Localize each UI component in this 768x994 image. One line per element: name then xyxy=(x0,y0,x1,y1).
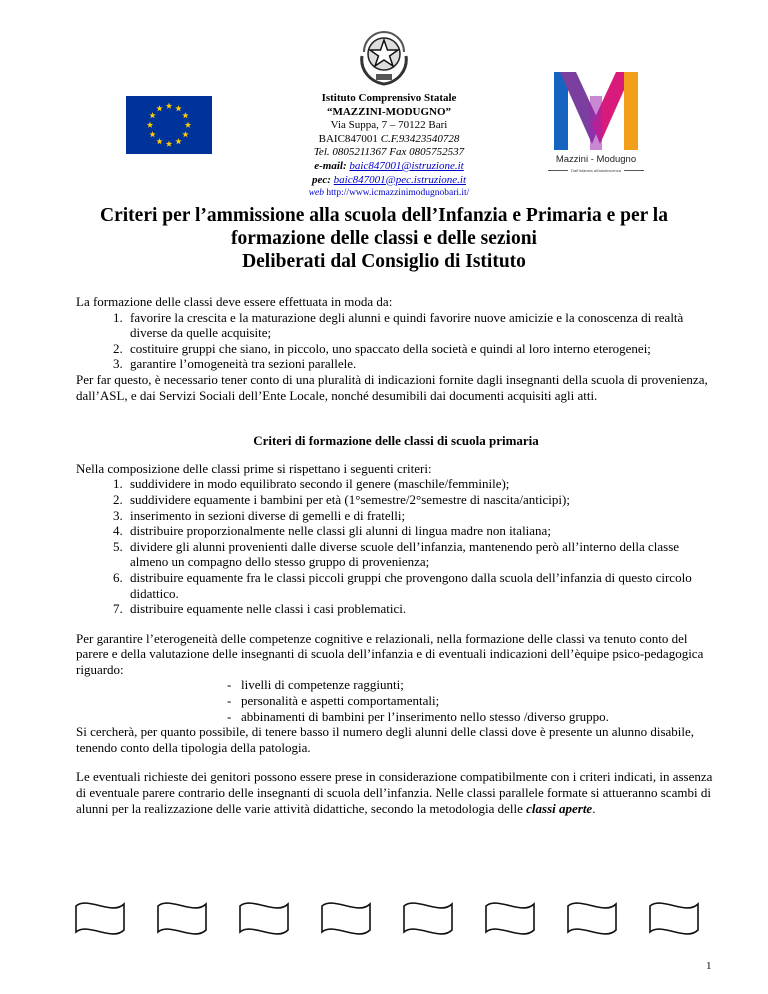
document-title xyxy=(40,204,728,273)
requests-text: Le eventuali richieste dei genitori possono essere prese in considerazione compatibilmente con i criteri indicati, in assenza di eventuale parere contrario delle insegnanti di scuola dell’infanzia. Nelle classi parallele formate si attueranno scambi di alunni per la realizzazione delle varie attività didattiche, secondo la metodologia delle xyxy=(76,769,713,816)
logo-divider-right xyxy=(624,170,644,171)
criteria-list-item: 2. suddividere equamente i bambini per età (1°semestre/2°semestre di nascita/anticipi); xyxy=(126,492,716,508)
heterogeneity-list-item: - personalità e aspetti comportamentali; xyxy=(229,693,716,709)
pec-link[interactable]: baic847001@pec.istruzione.it xyxy=(333,173,466,186)
primary-lead: Nella composizione delle classi prime si rispettano i seguenti criteri: xyxy=(76,460,432,476)
criteria-list-item: 1. suddividere in modo equilibrato secondo il genere (maschile/femminile); xyxy=(126,476,716,492)
institute-address: Via Suppa, 7 – 70122 Bari xyxy=(330,119,448,132)
web-link[interactable]: http://www.icmazzinimodugnobari.it/ xyxy=(326,188,470,199)
institute-info xyxy=(262,92,516,201)
primary-criteria-list xyxy=(76,476,716,616)
institute-phone-fax: Tel. 0805211367 Fax 0805752537 xyxy=(313,146,465,159)
web-label: web xyxy=(308,188,324,199)
section-title-primary: Criteri di formazione delle classi di scuola primaria xyxy=(253,433,539,449)
institute-fiscal-code: C.F.93423540728 xyxy=(380,132,460,145)
intro-list-item: 1. favorire la crescita e la maturazione degli alunni e quindi favorire nuove amicizie e la conoscenza di realtà diverse da quelle acquisite; xyxy=(126,310,716,341)
school-logo xyxy=(546,66,646,184)
title-line3: Deliberati dal Consiglio di Istituto xyxy=(242,251,526,272)
disability-paragraph: Si cercherà, per quanto possibile, di tenere basso il numero degli alunni delle classi dove è presente un alunno disabile, tenendo conto della tipologia della patologia. xyxy=(76,724,695,755)
institute-email-row xyxy=(262,160,516,174)
intro-lead: La formazione delle classi deve essere effettuata in moda da: xyxy=(76,294,393,309)
email-label: e-mail: xyxy=(314,159,347,172)
banner-flag-icon xyxy=(156,898,208,938)
banner-flag-icon xyxy=(566,898,618,938)
italian-republic-emblem-icon xyxy=(354,26,414,88)
institute-name-line1: Istituto Comprensivo Statale xyxy=(321,92,457,104)
logo-name: Mazzini - Modugno xyxy=(555,154,637,165)
banner-flag-icon xyxy=(484,898,536,938)
email-link[interactable]: baic847001@istruzione.it xyxy=(349,159,464,172)
requests-end: . xyxy=(592,800,596,816)
eu-flag-icon xyxy=(126,96,212,154)
institute-mechanographic-code: BAIC847001 xyxy=(318,132,381,145)
title-line1: Criteri per l’ammissione alla scuola dell’Infanzia e Primaria e per la xyxy=(100,205,668,226)
requests-paragraph xyxy=(76,769,716,816)
heterogeneity-list xyxy=(76,677,716,724)
criteria-list-item: 6. distribuire equamente fra le classi piccoli gruppi che provengono dalla scuola dell’infanzia di questo circolo didattico. xyxy=(126,570,716,601)
banner-flag-icon xyxy=(648,898,700,938)
institute-pec-row xyxy=(262,174,516,188)
criteria-list-item: 7. distribuire equamente nelle classi i casi problematici. xyxy=(126,601,716,617)
intro-closing: Per far questo, è necessario tener conto di una pluralità di indicazioni fornite dagli insegnanti della scuola di provenienza, dall’ASL, e dai Servizi Sociali dell’Ente Locale, nonché desumibili dai documenti acquisiti agli atti. xyxy=(76,371,708,403)
banner-flag-icon xyxy=(238,898,290,938)
requests-emphasis: classi aperte xyxy=(526,800,593,816)
banner-flag-icon xyxy=(74,898,126,938)
heterogeneity-paragraph: Per garantire l’eterogeneità delle competenze cognitive e relazionali, nella formazione delle classi va tenuto conto del parere e della valutazione delle insegnanti di scuola dell’infanzia e di eventuali indicazioni dell’èquipe psico-pedagogica riguardo: xyxy=(76,630,704,677)
document-body xyxy=(76,294,716,816)
intro-list-item: 2. costituire gruppi che siano, in piccolo, uno spaccato della società e quindi al loro interno eterogenei; xyxy=(126,341,716,357)
criteria-list-item: 3. inserimento in sezioni diverse di gemelli e di fratelli; xyxy=(126,508,716,524)
heterogeneity-list-item: - abbinamenti di bambini per l’inserimento nello stesso /diverso gruppo. xyxy=(229,709,716,725)
banner-flag-icon xyxy=(402,898,454,938)
mazzini-modugno-logo-icon xyxy=(546,66,646,152)
title-line2: formazione delle classi e delle sezioni xyxy=(231,228,537,249)
intro-list-item: 3. garantire l’omogeneità tra sezioni parallele. xyxy=(126,356,716,372)
logo-tagline: Dall'Infanzia all'adolescenza xyxy=(570,168,621,173)
intro-list xyxy=(76,310,716,372)
criteria-list-item: 5. dividere gli alunni provenienti dalle diverse scuole dell’infanzia, mantenendo però all’interno della classe almeno un compagno dello stesso gruppo di provenienza; xyxy=(126,539,716,570)
banner-flag-icon xyxy=(320,898,372,938)
institute-name-line2: “MAZZINI-MODUGNO” xyxy=(326,105,452,118)
institute-web-row xyxy=(262,187,516,201)
decorative-banners xyxy=(74,898,730,942)
heterogeneity-list-item: - livelli di competenze raggiunti; xyxy=(229,677,716,693)
page-number: 1 xyxy=(706,960,712,972)
pec-label: pec: xyxy=(311,173,331,186)
institute-codes xyxy=(262,133,516,147)
criteria-list-item: 4. distribuire proporzionalmente nelle classi gli alunni di lingua madre non italiana; xyxy=(126,523,716,539)
